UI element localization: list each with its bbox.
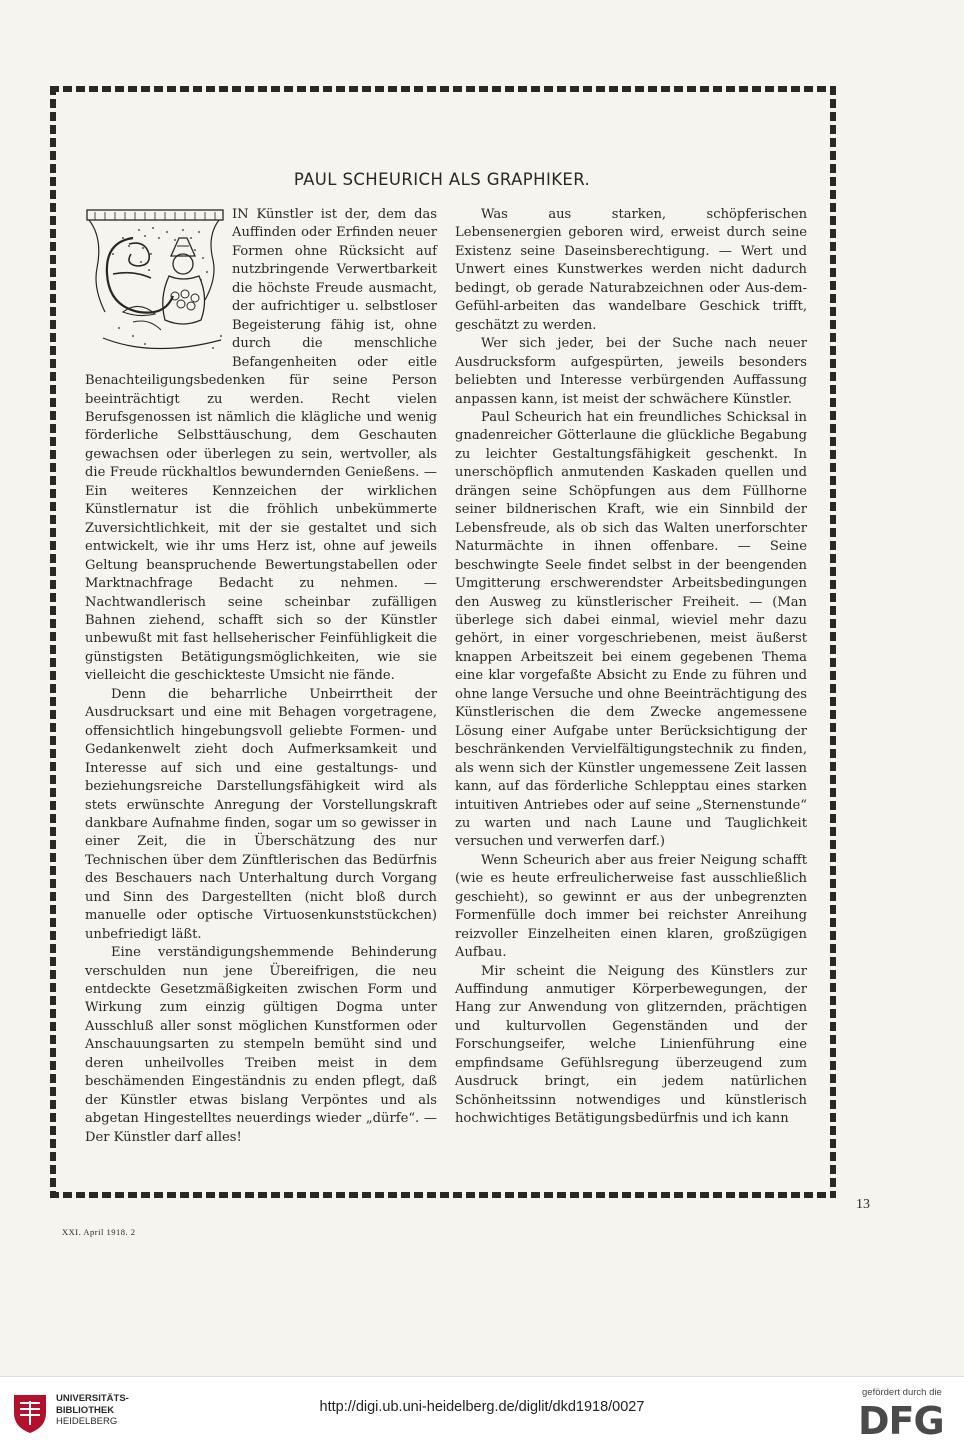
- funded-by-label: gefördert durch die: [862, 1387, 942, 1398]
- right-paragraph-3: Paul Scheurich hat ein freundliches Schicksal in gnadenreicher Götterlaune die glückliche Begabung zu leichter Gestaltungsfähigkeit geschenkt. In unerschöpflich anmutenden Kaskaden quellen und drängen seine Schöpfungen aus dem Füllhorne seiner bildnerischen Kraft, wie ein Sinnbild der Lebensfreude, als ob sich das Walten unerforschter Naturmächte in ihnen offenbare. — Seine beschwingte Seele findet selbst in der beengenden Umgitterung erschwerendster Arbeitsbedingungen den Ausweg zu künstlerischer Freiheit. — (Man überlege sich dabei einmal, wieviel mehr dazu gehört, in einer vorgeschriebenen, meist äußerst knappen Arbeitszeit bei einem gegebenen Thema eine klar vorgefaßte Absicht zu Ende zu führen und ohne lange Versuche und ohne Beeinträchtigung des Künstlerischen die dem Zwecke angemessene Lösung einer Aufgabe unter Berücksichtigung der beschränkenden Vervielfältigungstechnik zu finden, als wenn sich der Künstler ungemessene Zeit lassen kann, auf das förderliche Schlepptau eines starken intuitiven Antriebes oder auf seine „Sternenstunde“ zu warten und nach Laune und Tauglichkeit versuchen und verwerfen darf.): [455, 409, 807, 850]
- footer-bar: [0, 1377, 964, 1450]
- frame-border-top: [50, 86, 836, 92]
- article-title: PAUL SCHEURICH ALS GRAPHIKER.: [293, 170, 591, 189]
- page-number: 13: [856, 1197, 870, 1212]
- library-line-1: UNIVERSITÄTS-: [56, 1393, 129, 1404]
- frame-border-right: [830, 86, 836, 1198]
- dfg-logo[interactable]: DFG: [858, 1399, 944, 1443]
- document-url-link[interactable]: http://digi.ub.uni-heidelberg.de/diglit/dkd1918/0027: [319, 1399, 645, 1415]
- left-paragraph-3: Eine verständigungshemmende Behinderung verschulden nun jene Übereifrigen, die neu entdeckte Gesetzmäßigkeiten zwischen Form und Wirkung zum einzig gültigen Dogma unter Ausschluß aller sonst möglichen Kunstformen oder Anschauungsarten zu stempeln bemüht sind und deren unheilvolles Treiben meist in dem beschämenden Eingeständnis zu enden pflegt, daß der Künstler etwas bislang Verpöntes und als abgetan Hingestelltes neuerdings wieder „dürfe“. — Der Künstler darf alles!: [85, 945, 437, 1145]
- library-line-2: BIBLIOTHEK: [56, 1404, 115, 1416]
- frame-border-bottom: [50, 1192, 836, 1198]
- left-paragraph-2: Denn die beharrliche Unbeirrtheit der Ausdrucksart und eine mit Behagen vorgetragene, offensichtlich hingebungsvoll geliebte Formen- und Gedankenwelt zieht doch Aufmerksamkeit und Interesse auf sich und eine gestaltungs- und beziehungsreiche Darstellungsfähigkeit wird als stets erwünschte Anregung der Vorstellungskraft dankbare Aufnahme finden, sogar um so gewisser in einer Zeit, die in Überschätzung des nur Technischen über dem Zünftlerischen das Bedürfnis des Beschauers nach Unterhaltung durch Vorgang und Sinn des Dargestellten (nicht bloß durch manuelle oder optische Virtuosenkunststückchen) unbefriedigt läßt.: [85, 686, 437, 942]
- right-paragraph-1: Was aus starken, schöpferischen Lebensenergien geboren wird, erweist durch seine Existenz seine Daseinsberechtigung. — Wert und Unwert eines Kunstwerkes werden nicht dadurch bedingt, ob gerade Naturabzeichnen oder Aus-dem-Gefühl-arbeiten das wandelbare Geschick trifft, geschätzt zu werden.: [455, 207, 807, 333]
- left-paragraph-1: IN Künstler ist der, dem das Auffinden oder Erfinden neuer Formen ohne Rücksicht auf nutzbringende Verwertbarkeit die höchste Freude ausmacht, der aufrichtiger u. selbstloser Begeisterung fähig ist, ohne durch die menschliche Befangenheiten oder eitle Benachteiligungsbedenken für seine Person beeinträchtigt zu werden. Recht vielen Berufsgenossen ist nämlich die klägliche und wenig förderliche Selbsttäuschung, dem Geschauten gewachsen oder überlegen zu sein, wertvoller, als die Freude rückhaltlos bewundernden Genießens. — Ein weiteres Kennzeichen der wirklichen Künstlernatur ist die fröhlich unbekümmerte Zuversichtlichkeit, mit der sie gestaltet und sich entwickelt, wie ihr ums Herz ist, ohne auf jeweils Geltung beanspruchende Bewertungstabellen oder Marktnachfrage Bedacht zu nehmen. — Nachtwandlerisch seine scheinbar zufälligen Bahnen ziehend, schafft sich so der Künstler unbewußt mit fast hellseherischer Feinfühligkeit die günstigsten Betätigungsmöglichkeiten, wie sie vielleicht die geschickteste Umsicht nie fände.: [85, 207, 437, 684]
- right-paragraph-4: Wenn Scheurich aber aus freier Neigung schafft (wie es heute erfreulicherweise fast ausschließlich geschieht), so gewinnt er aus der unbegrenzten Formenfülle doch immer bei reichster Anreihung reizvoller Einzelheiten einen klaren, großzügigen Aufbau.: [455, 852, 807, 961]
- frame-border-left: [50, 86, 56, 1198]
- right-paragraph-2: Wer sich jeder, bei der Suche nach neuer Ausdrucksform aufgespürten, jeweils besonders beliebten und Interesse verbürgenden Auffassung anpassen kann, ist meist der schwächere Künstler.: [455, 336, 807, 407]
- print-signature: XXI. April 1918. 2: [62, 1227, 136, 1237]
- left-column: [85, 206, 437, 1147]
- right-column: [455, 206, 807, 1129]
- right-paragraph-5: Mir scheint die Neigung des Künstlers zur Auffindung anmutiger Körperbewegungen, der Hang zur Anwendung von glitzernden, prächtigen und kulturvollen Gegenständen und der Forschungseifer, welche Linienführung eine empfindsame Gefühlsregung überzeugend zum Ausdruck bringt, ein jedem natürlichen Schönheitssinn notwendiges und künstlerisch hochwichtiges Betätigungsbedürfnis und ich kann: [455, 963, 807, 1127]
- decorated-initial-e-icon: [83, 208, 226, 356]
- library-line-3: HEIDELBERG: [56, 1416, 118, 1427]
